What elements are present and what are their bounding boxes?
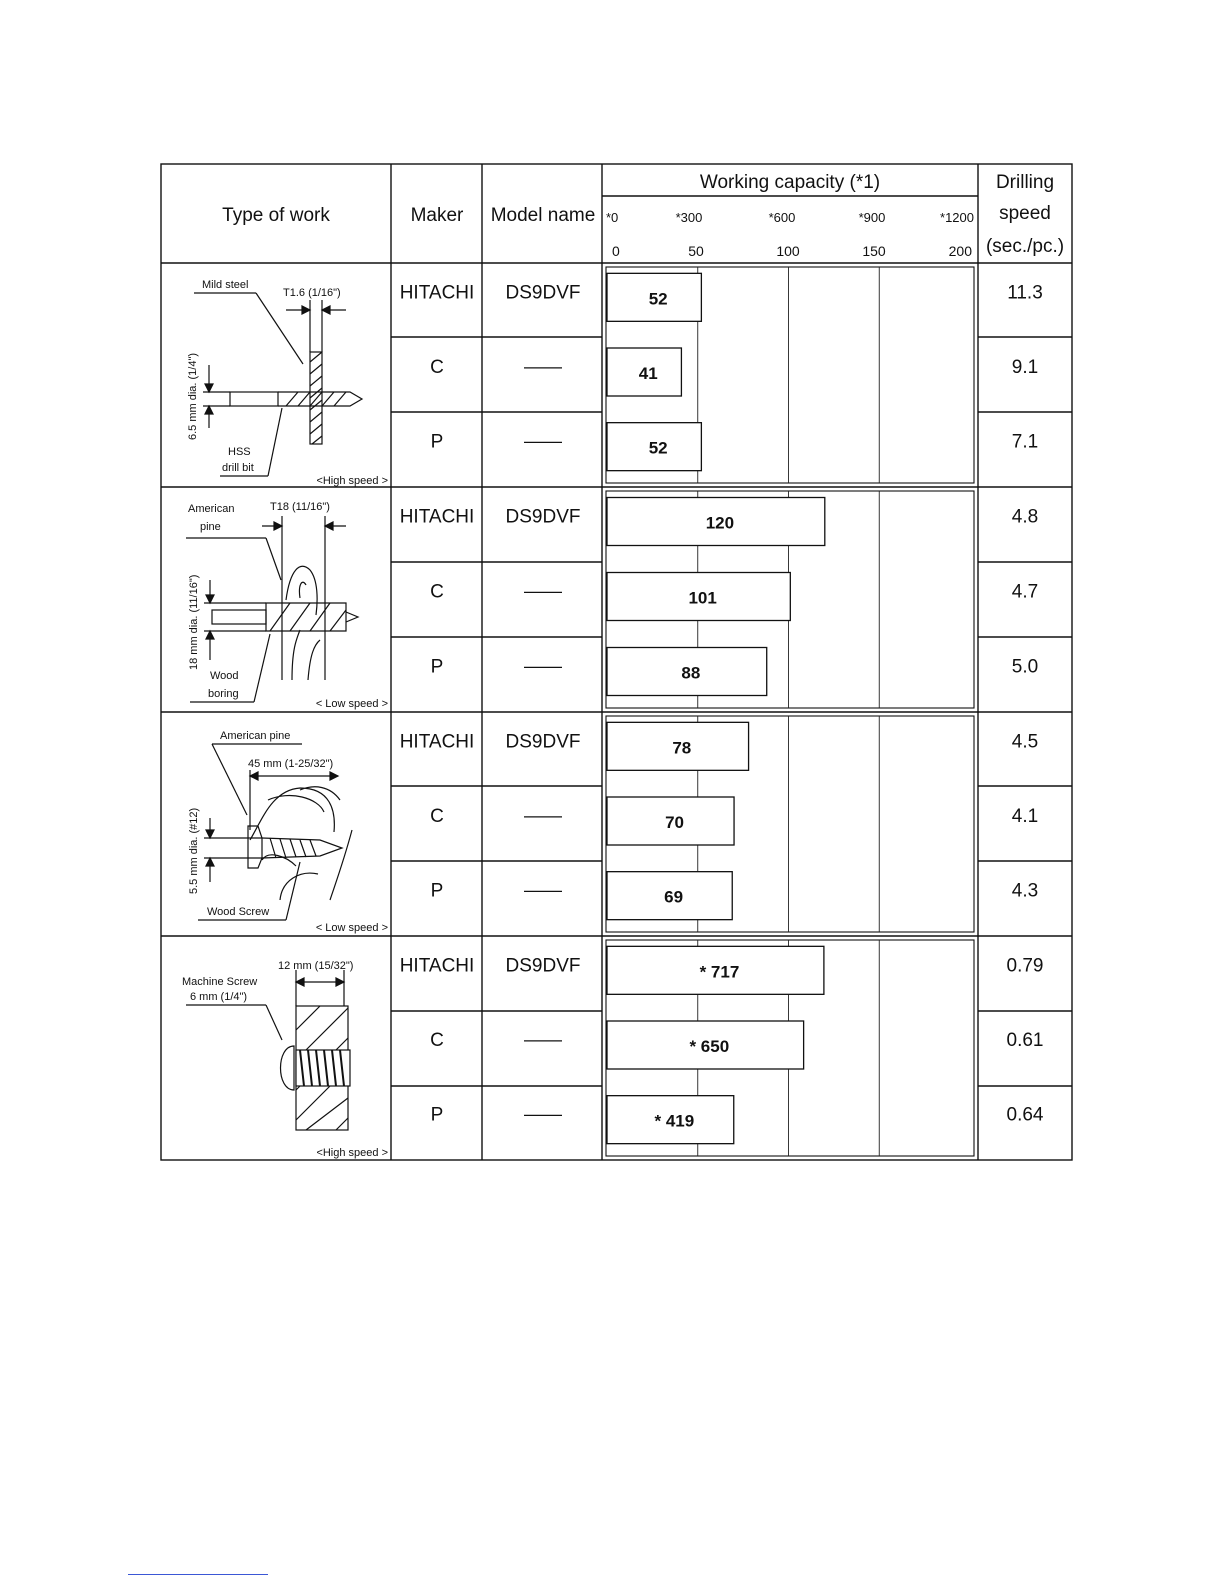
illustration-machine-screw xyxy=(182,960,388,1159)
cell-drilling-speed: 11.3 xyxy=(1007,282,1043,304)
label-material: American pine xyxy=(220,730,291,742)
capacity-bar-label: 52 xyxy=(648,438,668,458)
label-tool-line2: drill bit xyxy=(222,462,254,474)
label-diameter: 18 mm dia. (11/16") xyxy=(188,574,200,670)
cell-maker: C xyxy=(430,806,444,827)
label-tool-line1: Wood xyxy=(210,670,239,682)
cell-drilling-speed: 5.0 xyxy=(1011,656,1039,678)
cell-maker: P xyxy=(430,1104,444,1126)
illustration-mild-steel-drilling xyxy=(187,279,388,487)
cell-model: DS9DVF xyxy=(505,506,581,528)
table-header xyxy=(222,172,1064,259)
capacity-bar-label: 120 xyxy=(705,513,735,533)
scale-top-tick: *1200 xyxy=(940,210,974,225)
header-maker: Maker xyxy=(410,205,464,226)
cell-drilling-speed: 0.79 xyxy=(1006,955,1044,977)
label-tool: Wood Screw xyxy=(207,906,270,918)
scale-top-tick: *300 xyxy=(675,210,703,225)
cell-drilling-speed: 0.61 xyxy=(1006,1030,1044,1051)
scale-bottom-tick: 150 xyxy=(862,243,886,259)
capacity-bar-label: * 717 xyxy=(699,962,740,982)
cell-model: —— xyxy=(524,431,562,453)
cell-maker: C xyxy=(430,1030,444,1051)
cell-drilling-speed: 4.3 xyxy=(1011,880,1039,902)
cell-model: —— xyxy=(524,581,562,603)
cell-drilling-speed: 4.5 xyxy=(1011,731,1039,753)
header-speed: speed xyxy=(999,203,1051,224)
capacity-bar-label: 52 xyxy=(648,289,668,309)
label-size: 6 mm (1/4") xyxy=(190,991,248,1003)
label-thickness: 12 mm (15/32") xyxy=(278,960,354,972)
cell-model: —— xyxy=(524,1030,562,1051)
capacity-bar-label: * 419 xyxy=(654,1111,695,1131)
cell-model: —— xyxy=(524,806,562,827)
capacity-bar-label: 41 xyxy=(638,364,658,383)
label-speed-mode: <High speed > xyxy=(316,475,388,487)
label-material: Mild steel xyxy=(202,279,249,291)
header-model-name: Model name xyxy=(490,205,596,226)
header-speed-unit: (sec./pc.) xyxy=(985,236,1065,257)
capacity-bar-label: * 650 xyxy=(689,1037,730,1056)
cell-maker: P xyxy=(430,880,444,902)
scale-bottom-tick: 100 xyxy=(776,243,800,259)
header-type-of-work: Type of work xyxy=(222,205,330,226)
label-diameter: 5.5 mm dia. (#12) xyxy=(188,807,200,894)
label-diameter: 6.5 mm dia. (1/4") xyxy=(187,352,199,440)
cell-drilling-speed: 0.64 xyxy=(1006,1104,1044,1126)
capacity-bar-label: 88 xyxy=(681,663,701,683)
table-rows xyxy=(400,282,1044,1125)
label-material-line2: pine xyxy=(200,521,221,533)
cell-maker: HITACHI xyxy=(399,282,475,304)
label-thickness: 45 mm (1-25/32") xyxy=(248,758,334,770)
cell-model: —— xyxy=(524,656,562,678)
label-thickness: T1.6 (1/16") xyxy=(283,287,341,299)
label-tool-line2: boring xyxy=(208,688,239,700)
scale-bottom-tick: 200 xyxy=(948,243,972,259)
illustration-wood-screw xyxy=(188,730,388,934)
cell-model: DS9DVF xyxy=(505,955,581,977)
cell-maker: HITACHI xyxy=(399,506,475,528)
cell-model: —— xyxy=(524,1104,562,1126)
cell-maker: C xyxy=(430,581,444,603)
cell-maker: C xyxy=(430,357,444,378)
header-drilling: Drilling xyxy=(995,172,1055,193)
cell-drilling-speed: 7.1 xyxy=(1011,431,1039,453)
capacity-bar-label: 78 xyxy=(672,738,692,758)
label-tool-line1: HSS xyxy=(228,446,251,458)
capacity-bar-label: 70 xyxy=(665,813,684,832)
cell-model: —— xyxy=(524,880,562,902)
footer-link-underline xyxy=(128,1574,268,1575)
scale-top-tick: *900 xyxy=(858,210,886,225)
scale-top-tick: *600 xyxy=(768,210,796,225)
label-tool: Machine Screw xyxy=(182,976,258,988)
cell-drilling-speed: 9.1 xyxy=(1011,357,1039,378)
cell-maker: P xyxy=(430,656,444,678)
cell-maker: P xyxy=(430,431,444,453)
bit-shank xyxy=(212,610,266,624)
cell-model: DS9DVF xyxy=(505,731,581,753)
cell-model: DS9DVF xyxy=(505,282,581,304)
scale-top-tick: *0 xyxy=(606,210,619,225)
label-thickness: T18 (11/16") xyxy=(270,501,330,513)
scale-bottom-tick: 50 xyxy=(688,243,704,259)
label-speed-mode: < Low speed > xyxy=(315,922,388,934)
cell-drilling-speed: 4.1 xyxy=(1011,806,1039,827)
capacity-bar-label: 69 xyxy=(664,887,684,907)
scale-bottom-tick: 0 xyxy=(612,243,620,259)
label-speed-mode: < Low speed > xyxy=(315,698,388,710)
header-working-capacity: Working capacity (*1) xyxy=(699,172,881,193)
capacity-bar-label: 101 xyxy=(688,588,717,608)
cell-drilling-speed: 4.7 xyxy=(1011,581,1039,603)
illustration-wood-boring xyxy=(186,501,388,710)
label-material-line1: American xyxy=(188,503,235,515)
cell-maker: HITACHI xyxy=(399,955,475,977)
cell-maker: HITACHI xyxy=(399,731,475,753)
drill-shank xyxy=(230,392,278,406)
cell-drilling-speed: 4.8 xyxy=(1011,506,1039,528)
cell-model: —— xyxy=(524,357,562,378)
label-speed-mode: <High speed > xyxy=(316,1147,388,1159)
